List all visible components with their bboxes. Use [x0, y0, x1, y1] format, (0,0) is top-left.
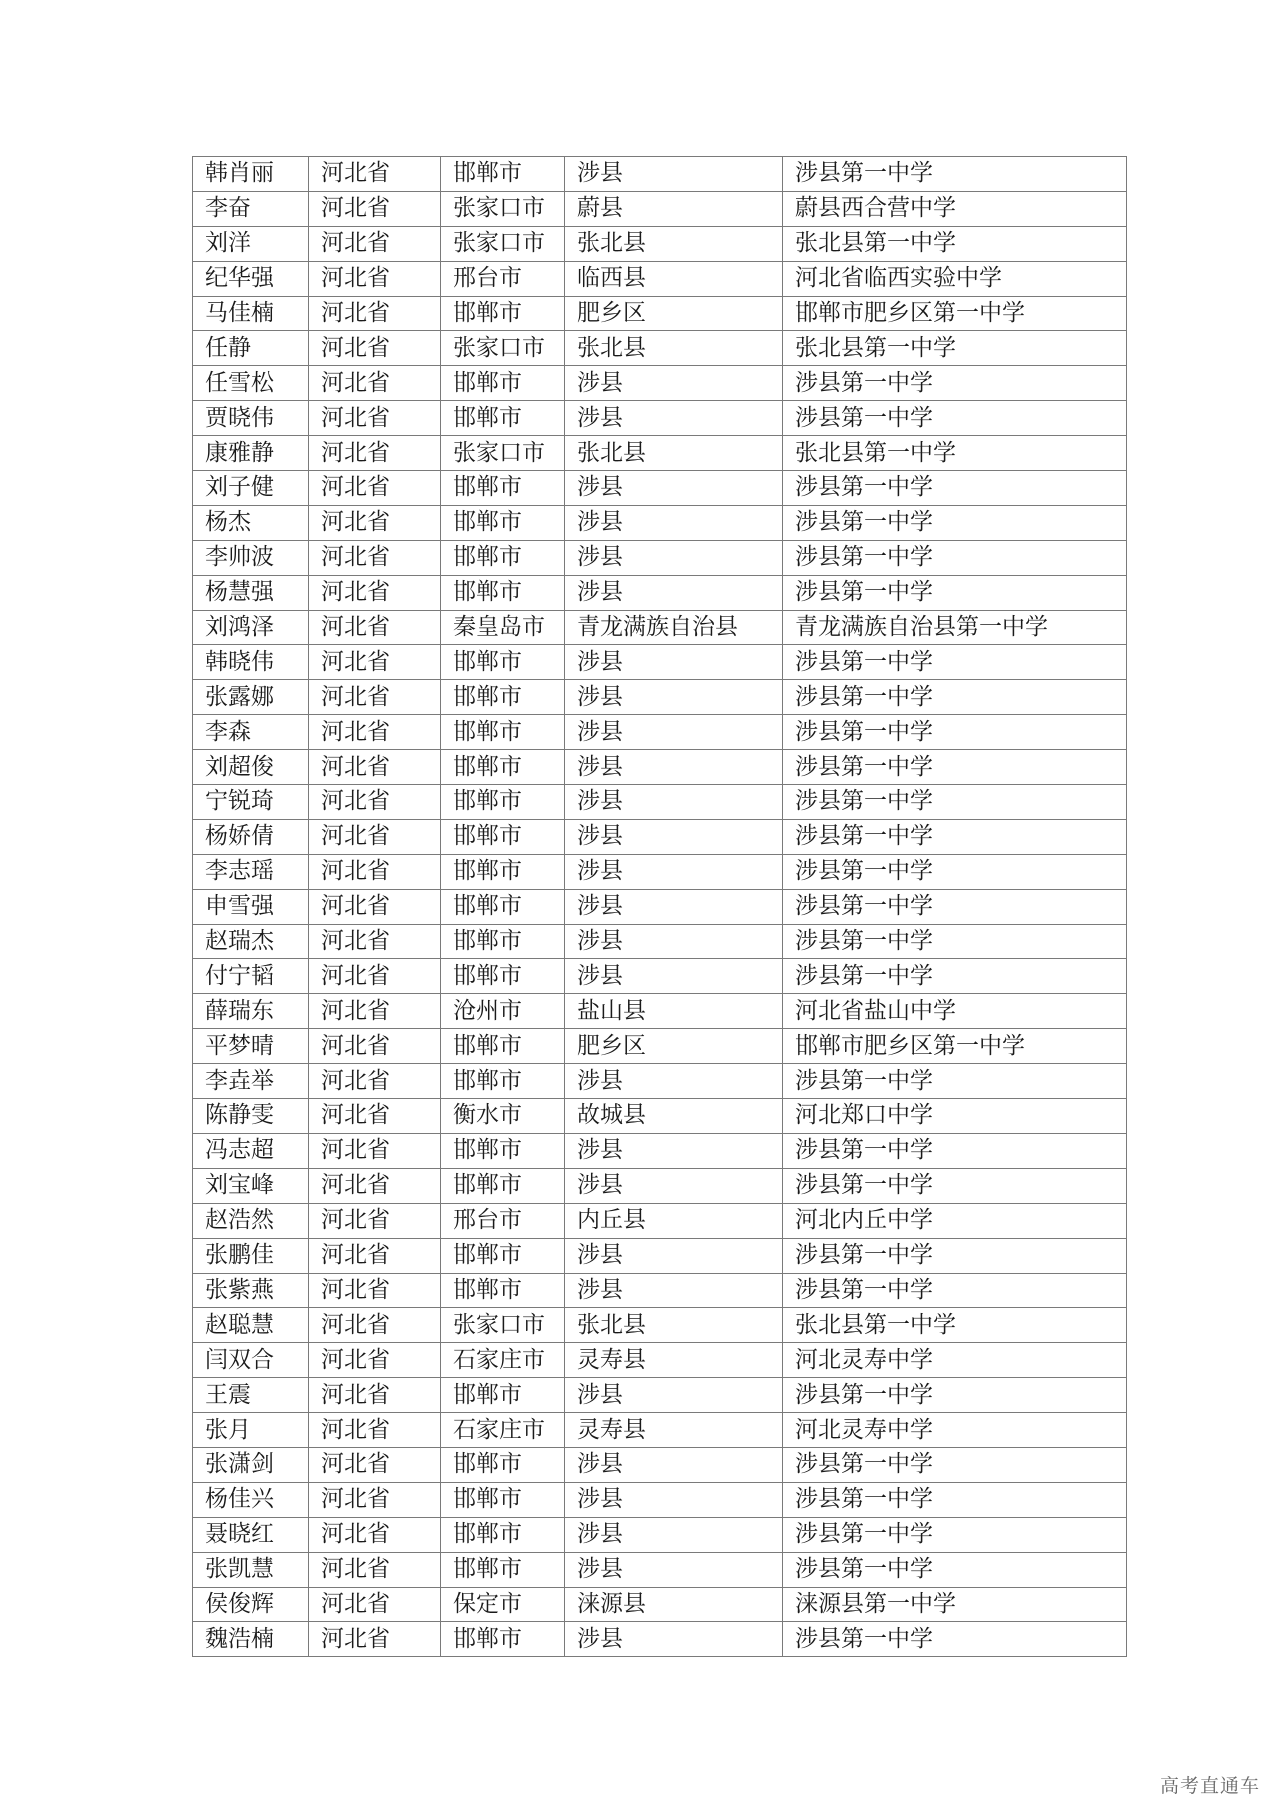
county-cell: 涉县 [565, 1622, 783, 1657]
province-cell: 河北省 [309, 1552, 441, 1587]
province-cell: 河北省 [309, 401, 441, 436]
school-cell: 涉县第一中学 [783, 157, 1127, 192]
name-cell: 魏浩楠 [193, 1622, 309, 1657]
city-cell: 邯郸市 [441, 366, 565, 401]
table-row [193, 959, 1127, 994]
province-cell: 河北省 [309, 1029, 441, 1064]
city-cell: 邢台市 [441, 261, 565, 296]
city-cell: 邯郸市 [441, 959, 565, 994]
city-cell: 张家口市 [441, 436, 565, 471]
watermark-text: 高考直通车 [1159, 1775, 1260, 1797]
county-cell: 涉县 [565, 854, 783, 889]
province-cell: 河北省 [309, 331, 441, 366]
school-cell: 涉县第一中学 [783, 1238, 1127, 1273]
school-cell: 邯郸市肥乡区第一中学 [783, 296, 1127, 331]
school-cell: 河北郑口中学 [783, 1099, 1127, 1134]
province-cell: 河北省 [309, 1587, 441, 1622]
city-cell: 邯郸市 [441, 1447, 565, 1482]
city-cell: 邯郸市 [441, 785, 565, 820]
school-cell: 张北县第一中学 [783, 436, 1127, 471]
name-cell: 张露娜 [193, 680, 309, 715]
table-row [193, 261, 1127, 296]
county-cell: 故城县 [565, 1099, 783, 1134]
name-cell: 刘超俊 [193, 750, 309, 785]
name-cell: 马佳楠 [193, 296, 309, 331]
name-cell: 杨佳兴 [193, 1482, 309, 1517]
county-cell: 肥乡区 [565, 1029, 783, 1064]
name-cell: 纪华强 [193, 261, 309, 296]
school-cell: 涉县第一中学 [783, 819, 1127, 854]
county-cell: 张北县 [565, 1308, 783, 1343]
city-cell: 邯郸市 [441, 1517, 565, 1552]
school-cell: 涉县第一中学 [783, 1552, 1127, 1587]
city-cell: 邯郸市 [441, 540, 565, 575]
table-row [193, 331, 1127, 366]
city-cell: 邯郸市 [441, 1029, 565, 1064]
province-cell: 河北省 [309, 540, 441, 575]
name-cell: 刘子健 [193, 471, 309, 506]
city-cell: 石家庄市 [441, 1343, 565, 1378]
name-cell: 杨娇倩 [193, 819, 309, 854]
name-cell: 任静 [193, 331, 309, 366]
table-row [193, 1064, 1127, 1099]
province-cell: 河北省 [309, 226, 441, 261]
city-cell: 邯郸市 [441, 1273, 565, 1308]
county-cell: 内丘县 [565, 1203, 783, 1238]
city-cell: 张家口市 [441, 1308, 565, 1343]
table-row [193, 1133, 1127, 1168]
city-cell: 邯郸市 [441, 854, 565, 889]
province-cell: 河北省 [309, 261, 441, 296]
name-cell: 李奋 [193, 191, 309, 226]
county-cell: 涉县 [565, 715, 783, 750]
table-row [193, 819, 1127, 854]
table-row [193, 610, 1127, 645]
county-cell: 涉县 [565, 471, 783, 506]
name-cell: 聂晓红 [193, 1517, 309, 1552]
table-row [193, 645, 1127, 680]
school-cell: 涉县第一中学 [783, 1447, 1127, 1482]
table-row [193, 1343, 1127, 1378]
school-cell: 涉县第一中学 [783, 540, 1127, 575]
table-row [193, 1203, 1127, 1238]
county-cell: 涉县 [565, 401, 783, 436]
name-cell: 陈静雯 [193, 1099, 309, 1134]
student-roster-table [192, 156, 1127, 1657]
table-row [193, 296, 1127, 331]
city-cell: 保定市 [441, 1587, 565, 1622]
province-cell: 河北省 [309, 1099, 441, 1134]
province-cell: 河北省 [309, 296, 441, 331]
province-cell: 河北省 [309, 680, 441, 715]
city-cell: 邯郸市 [441, 819, 565, 854]
school-cell: 河北省临西实验中学 [783, 261, 1127, 296]
province-cell: 河北省 [309, 1517, 441, 1552]
table-row [193, 1552, 1127, 1587]
city-cell: 石家庄市 [441, 1413, 565, 1448]
city-cell: 邯郸市 [441, 1168, 565, 1203]
county-cell: 涉县 [565, 157, 783, 192]
province-cell: 河北省 [309, 1238, 441, 1273]
city-cell: 邯郸市 [441, 1133, 565, 1168]
county-cell: 涉县 [565, 1133, 783, 1168]
county-cell: 涉县 [565, 1447, 783, 1482]
table-row [193, 889, 1127, 924]
table-row [193, 401, 1127, 436]
school-cell: 涉县第一中学 [783, 1133, 1127, 1168]
name-cell: 侯俊辉 [193, 1587, 309, 1622]
city-cell: 邯郸市 [441, 680, 565, 715]
school-cell: 涉县第一中学 [783, 1378, 1127, 1413]
city-cell: 邯郸市 [441, 1622, 565, 1657]
school-cell: 涉县第一中学 [783, 959, 1127, 994]
school-cell: 涉县第一中学 [783, 401, 1127, 436]
county-cell: 涉县 [565, 645, 783, 680]
province-cell: 河北省 [309, 819, 441, 854]
name-cell: 刘洋 [193, 226, 309, 261]
city-cell: 邯郸市 [441, 505, 565, 540]
school-cell: 涉县第一中学 [783, 1622, 1127, 1657]
school-cell: 涉县第一中学 [783, 1273, 1127, 1308]
province-cell: 河北省 [309, 191, 441, 226]
name-cell: 李志瑶 [193, 854, 309, 889]
school-cell: 涉县第一中学 [783, 1482, 1127, 1517]
county-cell: 涉县 [565, 540, 783, 575]
province-cell: 河北省 [309, 959, 441, 994]
table-row [193, 680, 1127, 715]
county-cell: 涉县 [565, 680, 783, 715]
name-cell: 杨杰 [193, 505, 309, 540]
name-cell: 张鹏佳 [193, 1238, 309, 1273]
name-cell: 张潇剑 [193, 1447, 309, 1482]
name-cell: 杨慧强 [193, 575, 309, 610]
city-cell: 邯郸市 [441, 715, 565, 750]
county-cell: 张北县 [565, 436, 783, 471]
city-cell: 邯郸市 [441, 575, 565, 610]
name-cell: 韩晓伟 [193, 645, 309, 680]
county-cell: 涉县 [565, 1552, 783, 1587]
county-cell: 涉县 [565, 1238, 783, 1273]
name-cell: 康雅静 [193, 436, 309, 471]
name-cell: 平梦晴 [193, 1029, 309, 1064]
table-row [193, 1273, 1127, 1308]
name-cell: 赵瑞杰 [193, 924, 309, 959]
name-cell: 闫双合 [193, 1343, 309, 1378]
school-cell: 涉县第一中学 [783, 645, 1127, 680]
name-cell: 张紫燕 [193, 1273, 309, 1308]
name-cell: 张凯慧 [193, 1552, 309, 1587]
city-cell: 邢台市 [441, 1203, 565, 1238]
name-cell: 任雪松 [193, 366, 309, 401]
province-cell: 河北省 [309, 1378, 441, 1413]
county-cell: 临西县 [565, 261, 783, 296]
province-cell: 河北省 [309, 645, 441, 680]
school-cell: 涉县第一中学 [783, 1168, 1127, 1203]
school-cell: 涉县第一中学 [783, 889, 1127, 924]
county-cell: 涉县 [565, 959, 783, 994]
table-row [193, 471, 1127, 506]
county-cell: 涉县 [565, 750, 783, 785]
table-row [193, 1308, 1127, 1343]
county-cell: 涉县 [565, 366, 783, 401]
province-cell: 河北省 [309, 854, 441, 889]
table-row [193, 436, 1127, 471]
table-row [193, 505, 1127, 540]
name-cell: 薛瑞东 [193, 994, 309, 1029]
city-cell: 邯郸市 [441, 1238, 565, 1273]
province-cell: 河北省 [309, 750, 441, 785]
province-cell: 河北省 [309, 1622, 441, 1657]
city-cell: 邯郸市 [441, 750, 565, 785]
county-cell: 张北县 [565, 226, 783, 261]
county-cell: 涉县 [565, 1168, 783, 1203]
school-cell: 青龙满族自治县第一中学 [783, 610, 1127, 645]
city-cell: 邯郸市 [441, 1552, 565, 1587]
table-row [193, 575, 1127, 610]
school-cell: 张北县第一中学 [783, 226, 1127, 261]
school-cell: 蔚县西合营中学 [783, 191, 1127, 226]
table-row [193, 1168, 1127, 1203]
name-cell: 付宁韬 [193, 959, 309, 994]
county-cell: 涉县 [565, 1273, 783, 1308]
school-cell: 涞源县第一中学 [783, 1587, 1127, 1622]
city-cell: 沧州市 [441, 994, 565, 1029]
county-cell: 涉县 [565, 924, 783, 959]
city-cell: 邯郸市 [441, 1378, 565, 1413]
table-row [193, 540, 1127, 575]
city-cell: 秦皇岛市 [441, 610, 565, 645]
city-cell: 邯郸市 [441, 471, 565, 506]
table-row [193, 854, 1127, 889]
table-row [193, 1238, 1127, 1273]
county-cell: 肥乡区 [565, 296, 783, 331]
city-cell: 邯郸市 [441, 296, 565, 331]
province-cell: 河北省 [309, 924, 441, 959]
school-cell: 张北县第一中学 [783, 331, 1127, 366]
county-cell: 涉县 [565, 575, 783, 610]
school-cell: 涉县第一中学 [783, 750, 1127, 785]
county-cell: 张北县 [565, 331, 783, 366]
school-cell: 涉县第一中学 [783, 1517, 1127, 1552]
school-cell: 邯郸市肥乡区第一中学 [783, 1029, 1127, 1064]
name-cell: 冯志超 [193, 1133, 309, 1168]
table-row [193, 1099, 1127, 1134]
name-cell: 赵浩然 [193, 1203, 309, 1238]
table-row [193, 994, 1127, 1029]
county-cell: 灵寿县 [565, 1343, 783, 1378]
city-cell: 张家口市 [441, 191, 565, 226]
province-cell: 河北省 [309, 889, 441, 924]
table-row [193, 366, 1127, 401]
roster-body [193, 157, 1127, 1657]
school-cell: 涉县第一中学 [783, 366, 1127, 401]
province-cell: 河北省 [309, 436, 441, 471]
county-cell: 涞源县 [565, 1587, 783, 1622]
city-cell: 邯郸市 [441, 401, 565, 436]
table-row [193, 191, 1127, 226]
province-cell: 河北省 [309, 1273, 441, 1308]
school-cell: 张北县第一中学 [783, 1308, 1127, 1343]
province-cell: 河北省 [309, 1133, 441, 1168]
county-cell: 涉县 [565, 1482, 783, 1517]
city-cell: 邯郸市 [441, 157, 565, 192]
city-cell: 张家口市 [441, 226, 565, 261]
table-row [193, 1447, 1127, 1482]
school-cell: 涉县第一中学 [783, 1064, 1127, 1099]
province-cell: 河北省 [309, 157, 441, 192]
province-cell: 河北省 [309, 610, 441, 645]
table-row [193, 1622, 1127, 1657]
county-cell: 灵寿县 [565, 1413, 783, 1448]
province-cell: 河北省 [309, 1064, 441, 1099]
city-cell: 邯郸市 [441, 1482, 565, 1517]
city-cell: 张家口市 [441, 331, 565, 366]
province-cell: 河北省 [309, 1447, 441, 1482]
city-cell: 邯郸市 [441, 1064, 565, 1099]
school-cell: 涉县第一中学 [783, 785, 1127, 820]
province-cell: 河北省 [309, 471, 441, 506]
school-cell: 涉县第一中学 [783, 854, 1127, 889]
school-cell: 河北内丘中学 [783, 1203, 1127, 1238]
table-row [193, 1517, 1127, 1552]
table-row [193, 157, 1127, 192]
province-cell: 河北省 [309, 994, 441, 1029]
name-cell: 赵聪慧 [193, 1308, 309, 1343]
name-cell: 申雪强 [193, 889, 309, 924]
county-cell: 涉县 [565, 1517, 783, 1552]
table-row [193, 1413, 1127, 1448]
school-cell: 涉县第一中学 [783, 680, 1127, 715]
province-cell: 河北省 [309, 1482, 441, 1517]
county-cell: 涉县 [565, 889, 783, 924]
school-cell: 涉县第一中学 [783, 575, 1127, 610]
table-row [193, 226, 1127, 261]
name-cell: 李垚举 [193, 1064, 309, 1099]
province-cell: 河北省 [309, 1308, 441, 1343]
province-cell: 河北省 [309, 1168, 441, 1203]
province-cell: 河北省 [309, 1203, 441, 1238]
province-cell: 河北省 [309, 715, 441, 750]
name-cell: 韩肖丽 [193, 157, 309, 192]
county-cell: 涉县 [565, 819, 783, 854]
county-cell: 涉县 [565, 1064, 783, 1099]
school-cell: 涉县第一中学 [783, 924, 1127, 959]
school-cell: 涉县第一中学 [783, 505, 1127, 540]
name-cell: 张月 [193, 1413, 309, 1448]
name-cell: 李帅波 [193, 540, 309, 575]
city-cell: 衡水市 [441, 1099, 565, 1134]
school-cell: 河北省盐山中学 [783, 994, 1127, 1029]
county-cell: 涉县 [565, 1378, 783, 1413]
name-cell: 宁锐琦 [193, 785, 309, 820]
province-cell: 河北省 [309, 505, 441, 540]
province-cell: 河北省 [309, 366, 441, 401]
province-cell: 河北省 [309, 575, 441, 610]
table-row [193, 924, 1127, 959]
name-cell: 刘鸿泽 [193, 610, 309, 645]
table-row [193, 1482, 1127, 1517]
county-cell: 涉县 [565, 505, 783, 540]
table-row [193, 1587, 1127, 1622]
name-cell: 贾晓伟 [193, 401, 309, 436]
table-row [193, 785, 1127, 820]
name-cell: 李森 [193, 715, 309, 750]
table-row [193, 1378, 1127, 1413]
school-cell: 河北灵寿中学 [783, 1343, 1127, 1378]
city-cell: 邯郸市 [441, 924, 565, 959]
school-cell: 河北灵寿中学 [783, 1413, 1127, 1448]
province-cell: 河北省 [309, 785, 441, 820]
table-row [193, 715, 1127, 750]
county-cell: 涉县 [565, 785, 783, 820]
school-cell: 涉县第一中学 [783, 471, 1127, 506]
school-cell: 涉县第一中学 [783, 715, 1127, 750]
county-cell: 青龙满族自治县 [565, 610, 783, 645]
city-cell: 邯郸市 [441, 645, 565, 680]
name-cell: 王震 [193, 1378, 309, 1413]
name-cell: 刘宝峰 [193, 1168, 309, 1203]
county-cell: 蔚县 [565, 191, 783, 226]
table-row [193, 750, 1127, 785]
table-row [193, 1029, 1127, 1064]
province-cell: 河北省 [309, 1413, 441, 1448]
province-cell: 河北省 [309, 1343, 441, 1378]
county-cell: 盐山县 [565, 994, 783, 1029]
city-cell: 邯郸市 [441, 889, 565, 924]
